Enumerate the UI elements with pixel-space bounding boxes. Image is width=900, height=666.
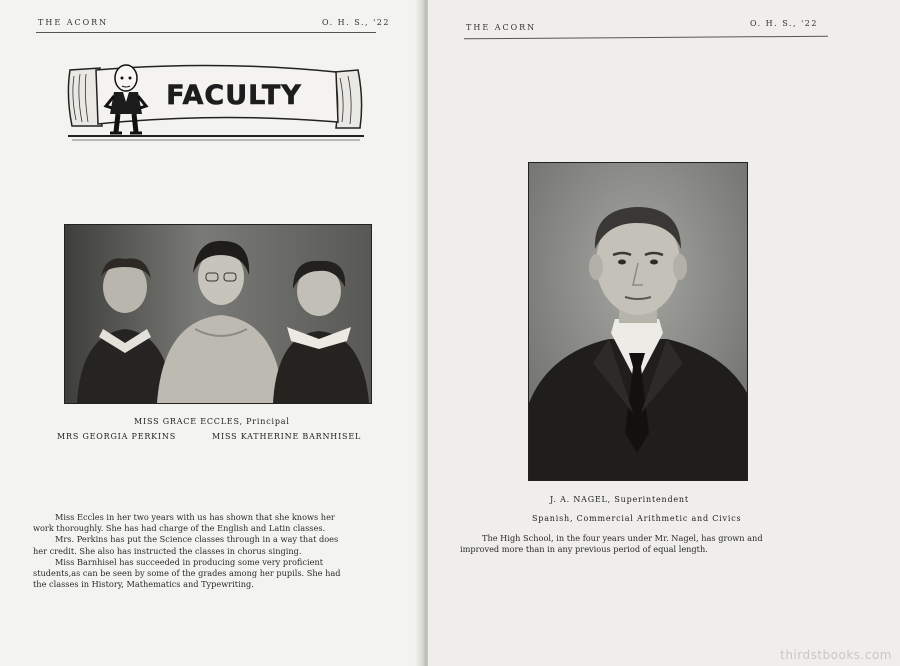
watermark: thirdstbooks.com [780, 648, 892, 662]
superintendent-portrait [528, 162, 748, 481]
eccles-paragraph-line-2: work thoroughly. She has had charge of the English and Latin classes. [33, 523, 326, 534]
left-page [0, 0, 423, 666]
running-head-title: THE ACORN [38, 18, 109, 27]
running-head-school: O. H. S., '22 [322, 18, 390, 27]
superintendent-body-text [460, 533, 840, 555]
portrait-image [529, 163, 747, 480]
faculty-banner [66, 56, 366, 142]
header-rule [464, 36, 828, 40]
portrait-caption-subjects: Spanish, Commercial Arithmetic and Civics [532, 514, 742, 523]
group-caption-principal: MISS GRACE ECCLES, Principal [134, 417, 290, 426]
header-rule [36, 32, 376, 33]
group-caption-perkins: MRS GEORGIA PERKINS [57, 432, 176, 441]
running-head-school: O. H. S., '22 [750, 19, 818, 28]
nagel-paragraph-line-2: improved more than in any previous period of equal length. [460, 544, 708, 555]
group-photo-image [65, 225, 371, 403]
portrait-caption-name: J. A. NAGEL, Superintendent [550, 495, 689, 504]
eccles-paragraph-line-1: Miss Eccles in her two years with us has shown that she knows her [55, 512, 335, 522]
perkins-paragraph-line-1: Mrs. Perkins has put the Science classes through in a way that does [55, 534, 339, 545]
barnhisel-paragraph-line-3: the classes in History, Mathematics and Typewriting. [33, 579, 254, 590]
faculty-group-photo [64, 224, 372, 404]
perkins-paragraph-line-2: her credit. She also has instructed the classes in chorus singing. [33, 545, 302, 556]
barnhisel-paragraph-line-1: Miss Barnhisel has succeeded in producing some very proficient [55, 556, 324, 567]
barnhisel-paragraph-line-2: students,as can be seen by some of the grades among her pupils. She had [33, 568, 341, 579]
running-head-title: THE ACORN [466, 23, 537, 32]
group-caption-barnhisel: MISS KATHERINE BARNHISEL [212, 432, 362, 441]
faculty-body-text [33, 512, 408, 590]
nagel-paragraph-line-1: The High School, in the four years under Mr. Nagel, has grown and [482, 533, 763, 543]
right-page [428, 0, 900, 666]
banner-scroll-illustration [66, 56, 366, 142]
banner-title: FACULTY [166, 80, 302, 111]
